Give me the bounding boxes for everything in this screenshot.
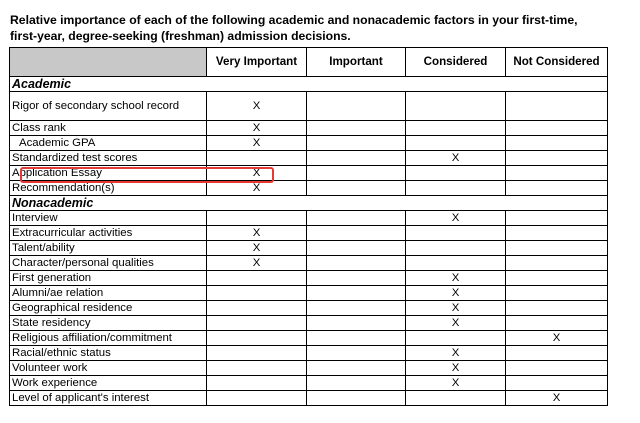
mark-not-considered <box>506 286 608 301</box>
mark-very-important: X <box>207 121 307 136</box>
mark-considered <box>406 331 506 346</box>
section-row-academic <box>10 77 608 92</box>
mark-not-considered <box>506 136 608 151</box>
table-row <box>10 331 608 346</box>
mark-considered: X <box>406 376 506 391</box>
mark-important <box>307 376 406 391</box>
mark-very-important: X <box>207 166 307 181</box>
section-row-nonacademic <box>10 196 608 211</box>
mark-considered <box>406 256 506 271</box>
mark-not-considered <box>506 241 608 256</box>
mark-important <box>307 391 406 406</box>
mark-not-considered <box>506 376 608 391</box>
mark-very-important: X <box>207 256 307 271</box>
mark-considered: X <box>406 361 506 376</box>
table-row <box>10 286 608 301</box>
factor-label: Interview <box>10 211 207 226</box>
section-label-nonacademic: Nonacademic <box>10 196 608 211</box>
mark-important <box>307 241 406 256</box>
factor-label: Religious affiliation/commitment <box>10 331 207 346</box>
factor-label: State residency <box>10 316 207 331</box>
mark-not-considered <box>506 301 608 316</box>
mark-important <box>307 151 406 166</box>
header-important: Important <box>307 48 406 77</box>
factor-label: Racial/ethnic status <box>10 346 207 361</box>
mark-very-important <box>207 331 307 346</box>
table-row <box>10 226 608 241</box>
factor-label: Character/personal qualities <box>10 256 207 271</box>
mark-considered: X <box>406 271 506 286</box>
factor-label: Geographical residence <box>10 301 207 316</box>
table-row <box>10 92 608 121</box>
table-row <box>10 166 608 181</box>
mark-considered <box>406 181 506 196</box>
mark-considered <box>406 241 506 256</box>
mark-very-important <box>207 271 307 286</box>
header-blank-cell <box>10 48 207 77</box>
factor-label: Talent/ability <box>10 241 207 256</box>
mark-considered <box>406 136 506 151</box>
mark-very-important <box>207 376 307 391</box>
mark-important <box>307 211 406 226</box>
factor-label: Application Essay <box>10 166 207 181</box>
mark-very-important <box>207 286 307 301</box>
mark-important <box>307 346 406 361</box>
factor-label: First generation <box>10 271 207 286</box>
mark-very-important: X <box>207 136 307 151</box>
table-row <box>10 391 608 406</box>
mark-considered: X <box>406 286 506 301</box>
table-row <box>10 361 608 376</box>
mark-important <box>307 181 406 196</box>
mark-not-considered <box>506 271 608 286</box>
mark-not-considered <box>506 256 608 271</box>
mark-not-considered <box>506 121 608 136</box>
table-row <box>10 271 608 286</box>
mark-important <box>307 256 406 271</box>
title-line-1: Relative importance of each of the following academic and nonacademic factors in your first-time, <box>10 13 578 27</box>
mark-very-important <box>207 211 307 226</box>
mark-considered <box>406 166 506 181</box>
table-row <box>10 346 608 361</box>
table-row <box>10 316 608 331</box>
mark-not-considered: X <box>506 331 608 346</box>
mark-considered: X <box>406 151 506 166</box>
mark-important <box>307 361 406 376</box>
mark-important <box>307 226 406 241</box>
mark-not-considered <box>506 226 608 241</box>
mark-considered: X <box>406 211 506 226</box>
header-row <box>10 48 608 77</box>
header-not-considered: Not Considered <box>506 48 608 77</box>
mark-not-considered <box>506 92 608 121</box>
mark-important <box>307 166 406 181</box>
mark-not-considered <box>506 316 608 331</box>
mark-important <box>307 286 406 301</box>
mark-very-important <box>207 346 307 361</box>
mark-very-important: X <box>207 181 307 196</box>
factor-label: Class rank <box>10 121 207 136</box>
mark-important <box>307 331 406 346</box>
factor-label: Academic GPA <box>10 136 207 151</box>
mark-important <box>307 121 406 136</box>
table-row <box>10 211 608 226</box>
table-row <box>10 151 608 166</box>
table-row <box>10 241 608 256</box>
mark-not-considered <box>506 346 608 361</box>
mark-not-considered <box>506 181 608 196</box>
factor-label: Alumni/ae relation <box>10 286 207 301</box>
table-row <box>10 181 608 196</box>
mark-considered: X <box>406 316 506 331</box>
mark-important <box>307 316 406 331</box>
factor-label: Level of applicant's interest <box>10 391 207 406</box>
mark-very-important <box>207 361 307 376</box>
table-row <box>10 136 608 151</box>
table-row <box>10 121 608 136</box>
factor-label: Rigor of secondary school record <box>10 92 207 121</box>
mark-not-considered <box>506 211 608 226</box>
mark-very-important: X <box>207 92 307 121</box>
mark-very-important: X <box>207 241 307 256</box>
title-line-2: first-year, degree-seeking (freshman) admission decisions. <box>10 29 351 43</box>
mark-not-considered <box>506 151 608 166</box>
mark-not-considered <box>506 361 608 376</box>
mark-considered <box>406 391 506 406</box>
table-row <box>10 376 608 391</box>
mark-important <box>307 271 406 286</box>
mark-considered: X <box>406 346 506 361</box>
header-very-important: Very Important <box>207 48 307 77</box>
mark-considered: X <box>406 301 506 316</box>
mark-very-important: X <box>207 226 307 241</box>
mark-important <box>307 301 406 316</box>
factor-label: Extracurricular activities <box>10 226 207 241</box>
factor-label: Recommendation(s) <box>10 181 207 196</box>
admission-factors-table <box>9 47 608 406</box>
mark-not-considered <box>506 166 608 181</box>
mark-very-important <box>207 316 307 331</box>
mark-considered <box>406 226 506 241</box>
mark-considered <box>406 92 506 121</box>
mark-very-important <box>207 301 307 316</box>
factor-label: Work experience <box>10 376 207 391</box>
factor-label: Volunteer work <box>10 361 207 376</box>
table-row <box>10 256 608 271</box>
section-label-academic: Academic <box>10 77 608 92</box>
header-considered: Considered <box>406 48 506 77</box>
factor-label: Standardized test scores <box>10 151 207 166</box>
table-row <box>10 301 608 316</box>
mark-important <box>307 136 406 151</box>
mark-very-important <box>207 151 307 166</box>
table-title <box>10 12 630 44</box>
mark-not-considered: X <box>506 391 608 406</box>
mark-very-important <box>207 391 307 406</box>
mark-important <box>307 92 406 121</box>
mark-considered <box>406 121 506 136</box>
